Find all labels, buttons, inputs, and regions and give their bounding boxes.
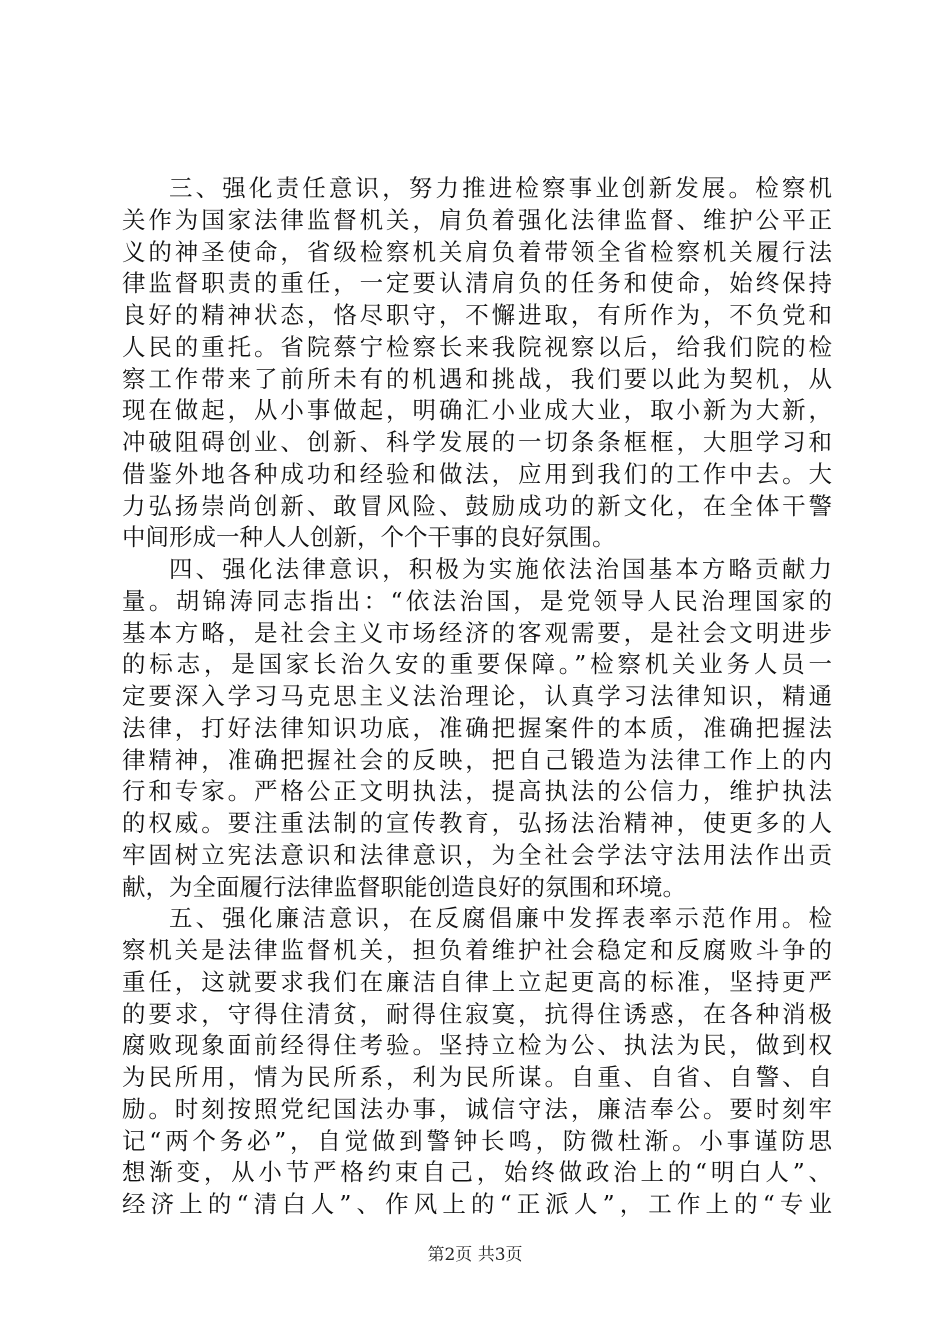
text-line: 察机关是法律监督机关，担负着维护社会稳定和反腐败斗争的 xyxy=(122,936,832,964)
text-line: 腐败现象面前经得住考验。坚持立检为公、执法为民，做到权 xyxy=(122,1031,832,1060)
text-line: 记“两个务必”，自觉做到警钟长鸣，防微杜渐。小事谨防思 xyxy=(122,1126,832,1155)
text-line: 为民所用，情为民所系，利为民所谋。自重、自省、自警、自 xyxy=(122,1063,832,1091)
text-line: 借鉴外地各种成功和经验和做法，应用到我们的工作中去。大 xyxy=(122,459,832,488)
text-line: 人民的重托。省院蔡宁检察长来我院视察以后，给我们院的检 xyxy=(122,332,832,361)
text-line: 察工作带来了前所未有的机遇和挑战，我们要以此为契机，从 xyxy=(122,364,832,393)
text-line: 良好的精神状态，恪尽职守，不懈进取，有所作为，不负党和 xyxy=(122,301,832,329)
text-line: 力弘扬崇尚创新、敢冒风险、鼓励成功的新文化，在全体干警 xyxy=(122,491,832,520)
text-line: 五、强化廉洁意识，在反腐倡廉中发挥表率示范作用。检 xyxy=(169,904,832,933)
text-line: 法律，打好法律知识功底，准确把握案件的本质，准确把握法 xyxy=(122,713,832,742)
text-line: 量。胡锦涛同志指出：“依法治国，是党领导人民治理国家的 xyxy=(122,586,832,615)
text-line: 律精神，准确把握社会的反映，把自己锻造为法律工作上的内 xyxy=(122,745,832,774)
text-line: 励。时刻按照党纪国法办事，诚信守法，廉洁奉公。要时刻牢 xyxy=(122,1094,832,1123)
text-line: 的权威。要注重法制的宣传教育，弘扬法治精神，使更多的人 xyxy=(122,809,832,837)
text-line: 冲破阻碍创业、创新、科学发展的一切条条框框，大胆学习和 xyxy=(122,428,832,456)
text-line: 律监督职责的重任，一定要认清肩负的任务和使命，始终保持 xyxy=(122,269,832,298)
text-line: 经济上的“清白人”、作风上的“正派人”，工作上的“专业 xyxy=(122,1190,832,1218)
text-line: 现在做起，从小事做起，明确汇小业成大业，取小新为大新， xyxy=(122,396,832,425)
text-line: 行和专家。严格公正文明执法，提高执法的公信力，维护执法 xyxy=(122,777,832,806)
page-number-footer: 第2页 共3页 xyxy=(427,1245,523,1265)
text-line: 四、强化法律意识，积极为实施依法治国基本方略贡献力 xyxy=(169,555,832,583)
text-line: 关作为国家法律监督机关，肩负着强化法律监督、维护公平正 xyxy=(122,205,832,234)
text-line: 想渐变，从小节严格约束自己，始终做政治上的“明白人”、 xyxy=(122,1158,832,1187)
text-line: 三、强化责任意识，努力推进检察事业创新发展。检察机 xyxy=(169,174,832,202)
text-line: 定要深入学习马克思主义法治理论，认真学习法律知识，精通 xyxy=(122,682,832,710)
text-line: 的标志，是国家长治久安的重要保障。”检察机关业务人员一 xyxy=(122,650,832,679)
document-body xyxy=(122,173,832,1221)
text-line: 基本方略，是社会主义市场经济的客观需要，是社会文明进步 xyxy=(122,618,832,647)
text-line: 义的神圣使命，省级检察机关肩负着带领全省检察机关履行法 xyxy=(122,237,832,266)
text-line: 献，为全面履行法律监督职能创造良好的氛围和环境。 xyxy=(122,872,686,901)
text-line: 重任，这就要求我们在廉洁自律上立起更高的标准，坚持更严 xyxy=(122,967,832,996)
text-line: 的要求，守得住清贫，耐得住寂寞，抗得住诱惑，在各种消极 xyxy=(122,999,832,1028)
text-line: 中间形成一种人人创新，个个干事的良好氛围。 xyxy=(122,523,616,552)
text-line: 牢固树立宪法意识和法律意识，为全社会学法守法用法作出贡 xyxy=(122,840,832,869)
